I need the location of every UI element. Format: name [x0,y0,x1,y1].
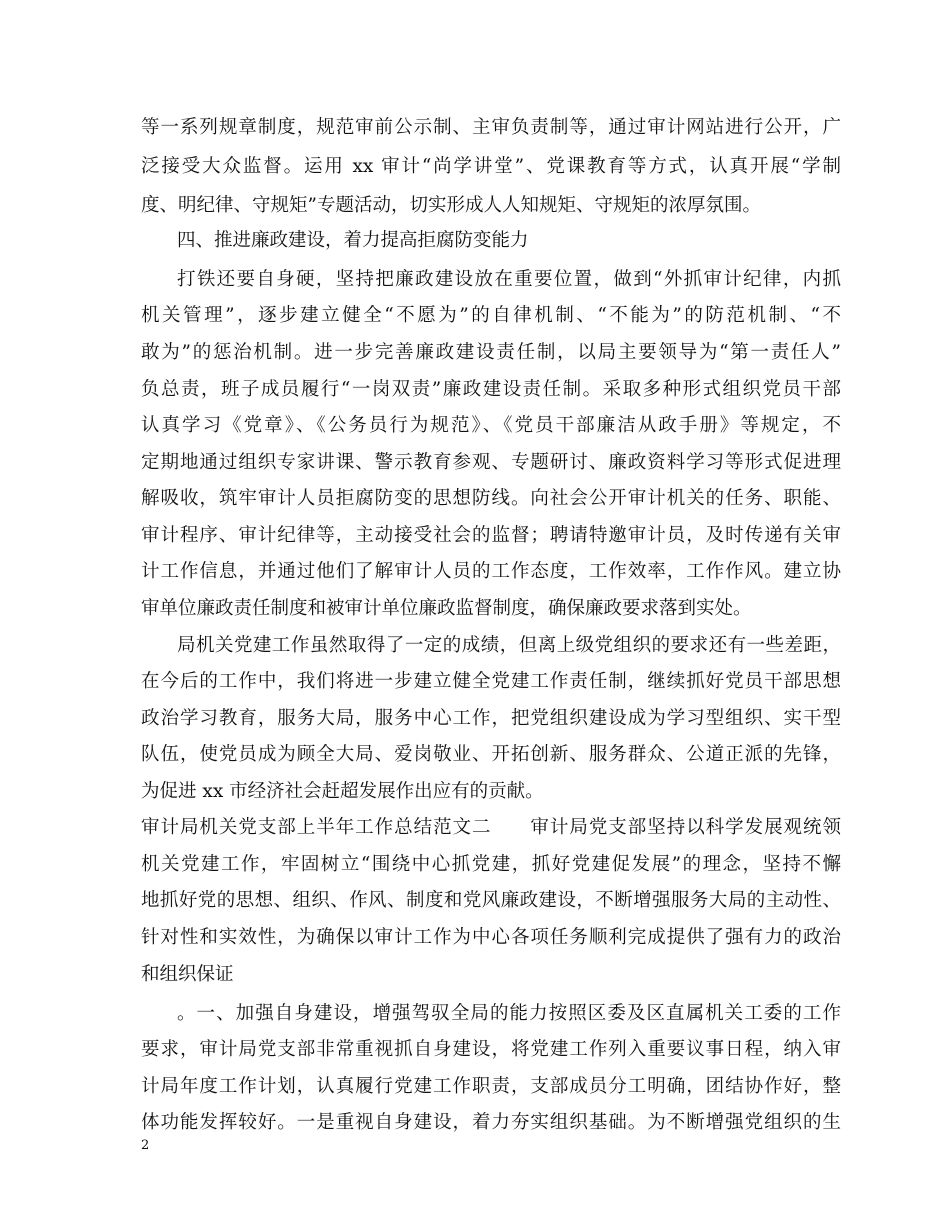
body-text-line: 审计局机关党支部上半年工作总结范文二 审计局党支部坚持以科学发展观统领 [141,817,841,838]
body-text-line: 政治学习教育，服务大局，服务中心工作，把党组织建设成为学习型组织、实干型 [141,708,841,729]
body-text-line: 等一系列规章制度，规范审前公示制、主审负责制等，通过审计网站进行公开，广 [141,117,841,138]
body-text-line: 。一、加强自身建设，增强驾驭全局的能力按照区委及区直属机关工委的工作 [177,1003,841,1024]
body-text-line: 为促进 xx 市经济社会赶超发展作出应有的贡献。 [141,781,544,802]
body-text-line: 在今后的工作中，我们将进一步建立健全党建工作责任制，继续抓好党员干部思想 [141,671,841,692]
body-text-line: 局机关党建工作虽然取得了一定的成绩，但离上级党组织的要求还有一些差距， [177,635,841,656]
page-number: 2 [141,1138,150,1153]
body-text-line: 解吸收，筑牢审计人员拒腐防变的思想防线。向社会公开审计机关的任务、职能、 [141,488,841,509]
body-text-line: 定期地通过组织专家讲课、警示教育参观、专题研讨、廉政资料学习等形式促进理 [141,452,841,473]
body-text-line: 和组织保证 [141,964,234,985]
body-text-line: 认真学习《党章》、《公务员行为规范》、《党员干部廉洁从政手册》等规定，不 [141,415,841,436]
body-text-line: 机关党建工作，牢固树立“围绕中心抓党建，抓好党建促发展”的理念，坚持不懈 [141,854,841,875]
body-text-line: 负总责，班子成员履行“一岗双责”廉政建设责任制。采取多种形式组织党员干部 [141,379,841,400]
section-heading: 四、推进廉政建设，着力提高拒腐防变能力 [177,230,529,251]
body-text-line: 机关管理”，逐步建立健全“不愿为”的自律机制、“不能为”的防范机制、“不 [141,305,841,326]
body-text-line: 针对性和实效性，为确保以审计工作为中心各项任务顺利完成提供了强有力的政治 [141,927,841,948]
body-text-line: 队伍，使党员成为顾全大局、爱岗敬业、开拓创新、服务群众、公道正派的先锋， [141,744,841,765]
body-text-line: 体功能发挥较好。一是重视自身建设，着力夯实组织基础。为不断增强党组织的生 [141,1112,841,1133]
body-text-line: 度、明纪律、守规矩”专题活动，切实形成人人知规矩、守规矩的浓厚氛围。 [141,195,761,216]
body-text-line: 泛接受大众监督。运用 xx 审计“尚学讲堂”、党课教育等方式，认真开展“学制 [141,156,841,177]
body-text-line: 要求，审计局党支部非常重视抓自身建设，将党建工作列入重要议事日程，纳入审 [141,1039,841,1060]
body-text-line: 审单位廉政责任制度和被审计单位廉政监督制度，确保廉政要求落到实处。 [141,598,752,619]
body-text-line: 计工作信息，并通过他们了解审计人员的工作态度，工作效率，工作作风。建立协 [141,561,841,582]
body-text-line: 打铁还要自身硬，坚持把廉政建设放在重要位置，做到“外抓审计纪律，内抓 [177,269,841,290]
body-text-line: 地抓好党的思想、组织、作风、制度和党风廉政建设，不断增强服务大局的主动性、 [141,890,841,911]
body-text-line: 敢为”的惩治机制。进一步完善廉政建设责任制，以局主要领导为“第一责任人” [141,342,841,363]
body-text-line: 审计程序、审计纪律等，主动接受社会的监督；聘请特邀审计员，及时传递有关审 [141,525,841,546]
body-text-line: 计局年度工作计划，认真履行党建工作职责，支部成员分工明确，团结协作好，整 [141,1076,841,1097]
